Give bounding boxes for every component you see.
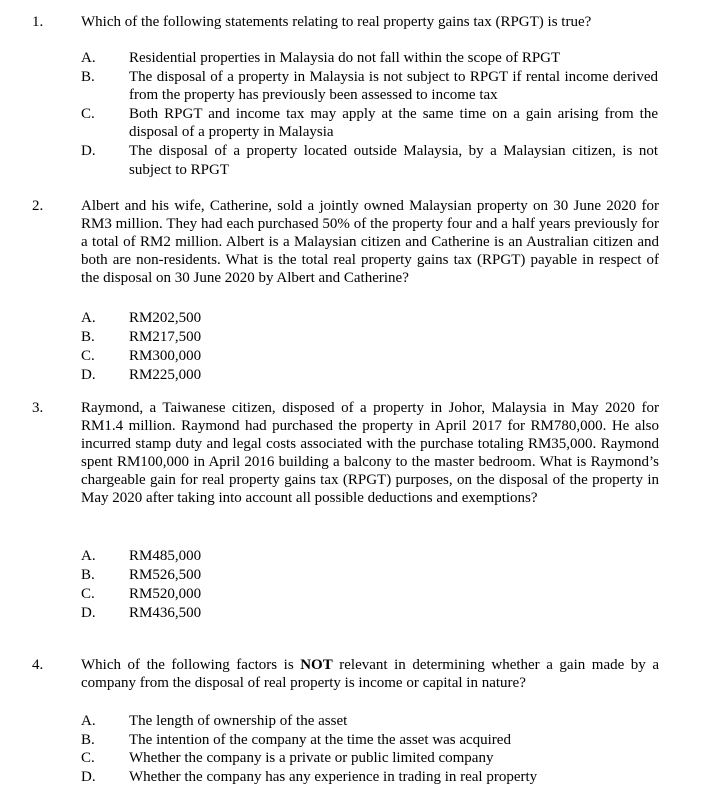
option-text: The disposal of a property located outside Malaysia, by a Malaysian citizen, is not subject to RPGT xyxy=(129,142,658,178)
option-letter: D. xyxy=(81,605,96,621)
option-text: Both RPGT and income tax may apply at the same time on a gain arising from the disposal of a property in Malaysia xyxy=(129,105,658,141)
option-c xyxy=(81,105,661,142)
option-text: RM300,000 xyxy=(129,348,202,364)
option-c xyxy=(81,347,661,366)
option-letter: B. xyxy=(81,731,95,748)
option-a xyxy=(81,547,661,566)
option-letter: A. xyxy=(81,310,96,326)
question-stem-start: Which of the following factors is xyxy=(81,657,301,673)
question-stem-emphasis: NOT xyxy=(300,657,333,673)
option-b xyxy=(81,68,661,105)
option-text: RM485,000 xyxy=(129,548,202,564)
option-text: RM217,500 xyxy=(129,329,202,345)
option-text: RM225,000 xyxy=(129,367,202,383)
option-letter: C. xyxy=(81,750,95,766)
option-letter: D. xyxy=(81,367,96,383)
question-stem: Albert and his wife, Catherine, sold a jointly owned Malaysian property on 30 June 2020 for RM3 million. They had each purchased 50% of the property four and a half years previously for a total of RM2 million. Albert is a Malaysian citizen and Catherine is an Australian citizen and both are non-residents. What is the total real property gains tax (RPGT) payable in respect of the disposal on 30 June 2020 by Albert and Catherine? xyxy=(81,198,659,286)
option-letter: A. xyxy=(81,548,96,564)
option-text: RM520,000 xyxy=(129,586,202,602)
option-text: Whether the company is a private or public limited company xyxy=(129,750,494,766)
option-letter: A. xyxy=(81,50,96,66)
question-stem-end: relevant in determining whether a gain made by a company from the disposal of real property is income or capital in nature? xyxy=(81,657,660,691)
option-b xyxy=(81,566,661,585)
option-text: Whether the company has any experience in trading in real property xyxy=(129,768,538,785)
option-c xyxy=(81,585,661,604)
question-stem: Which of the following statements relating to real property gains tax (RPGT) is true? xyxy=(81,14,592,30)
option-text: RM526,500 xyxy=(129,567,202,583)
option-text: Residential properties in Malaysia do not fall within the scope of RPGT xyxy=(129,50,561,66)
question-number: 2. xyxy=(32,198,44,214)
option-d xyxy=(81,366,661,385)
option-letter: D. xyxy=(81,142,96,159)
option-b xyxy=(81,328,661,347)
option-d xyxy=(81,142,661,179)
option-letter: C. xyxy=(81,586,95,602)
option-letter: B. xyxy=(81,68,95,85)
option-b xyxy=(81,731,661,750)
option-letter: C. xyxy=(81,105,95,122)
question-number: 4. xyxy=(32,657,44,673)
option-letter: C. xyxy=(81,348,95,364)
option-text: The length of ownership of the asset xyxy=(129,713,348,729)
option-c xyxy=(81,749,661,768)
option-text: The disposal of a property in Malaysia is not subject to RPGT if rental income derived from the property has previously been assessed to income tax xyxy=(129,68,658,104)
question-stem xyxy=(81,656,659,692)
answer-options xyxy=(81,547,661,623)
option-a xyxy=(81,309,661,328)
option-d xyxy=(81,604,661,623)
answer-options xyxy=(81,49,661,179)
option-d xyxy=(81,768,661,787)
option-letter: B. xyxy=(81,329,95,345)
question-number: 3. xyxy=(32,400,44,416)
option-letter: D. xyxy=(81,768,96,785)
question-stem: Raymond, a Taiwanese citizen, disposed of a property in Johor, Malaysia in May 2020 for RM1.4 million. Raymond had purchased the property in April 2017 for RM780,000. He also incurred stamp duty and legal costs associated with the purchase totaling RM35,000. Raymond spent RM100,000 in April 2016 building a balcony to the master bedroom. What is Raymond’s chargeable gain for real property gains tax (RPGT) purposes, on the disposal of the property in May 2020 after taking into account all possible deductions and exemptions? xyxy=(81,400,659,506)
answer-options xyxy=(81,309,661,385)
option-text: RM202,500 xyxy=(129,310,202,326)
option-letter: A. xyxy=(81,713,96,729)
option-letter: B. xyxy=(81,567,95,583)
answer-options xyxy=(81,712,661,786)
question-number: 1. xyxy=(32,14,44,30)
option-a xyxy=(81,49,661,68)
option-text: RM436,500 xyxy=(129,605,202,621)
option-text: The intention of the company at the time the asset was acquired xyxy=(129,731,511,748)
option-a xyxy=(81,712,661,731)
